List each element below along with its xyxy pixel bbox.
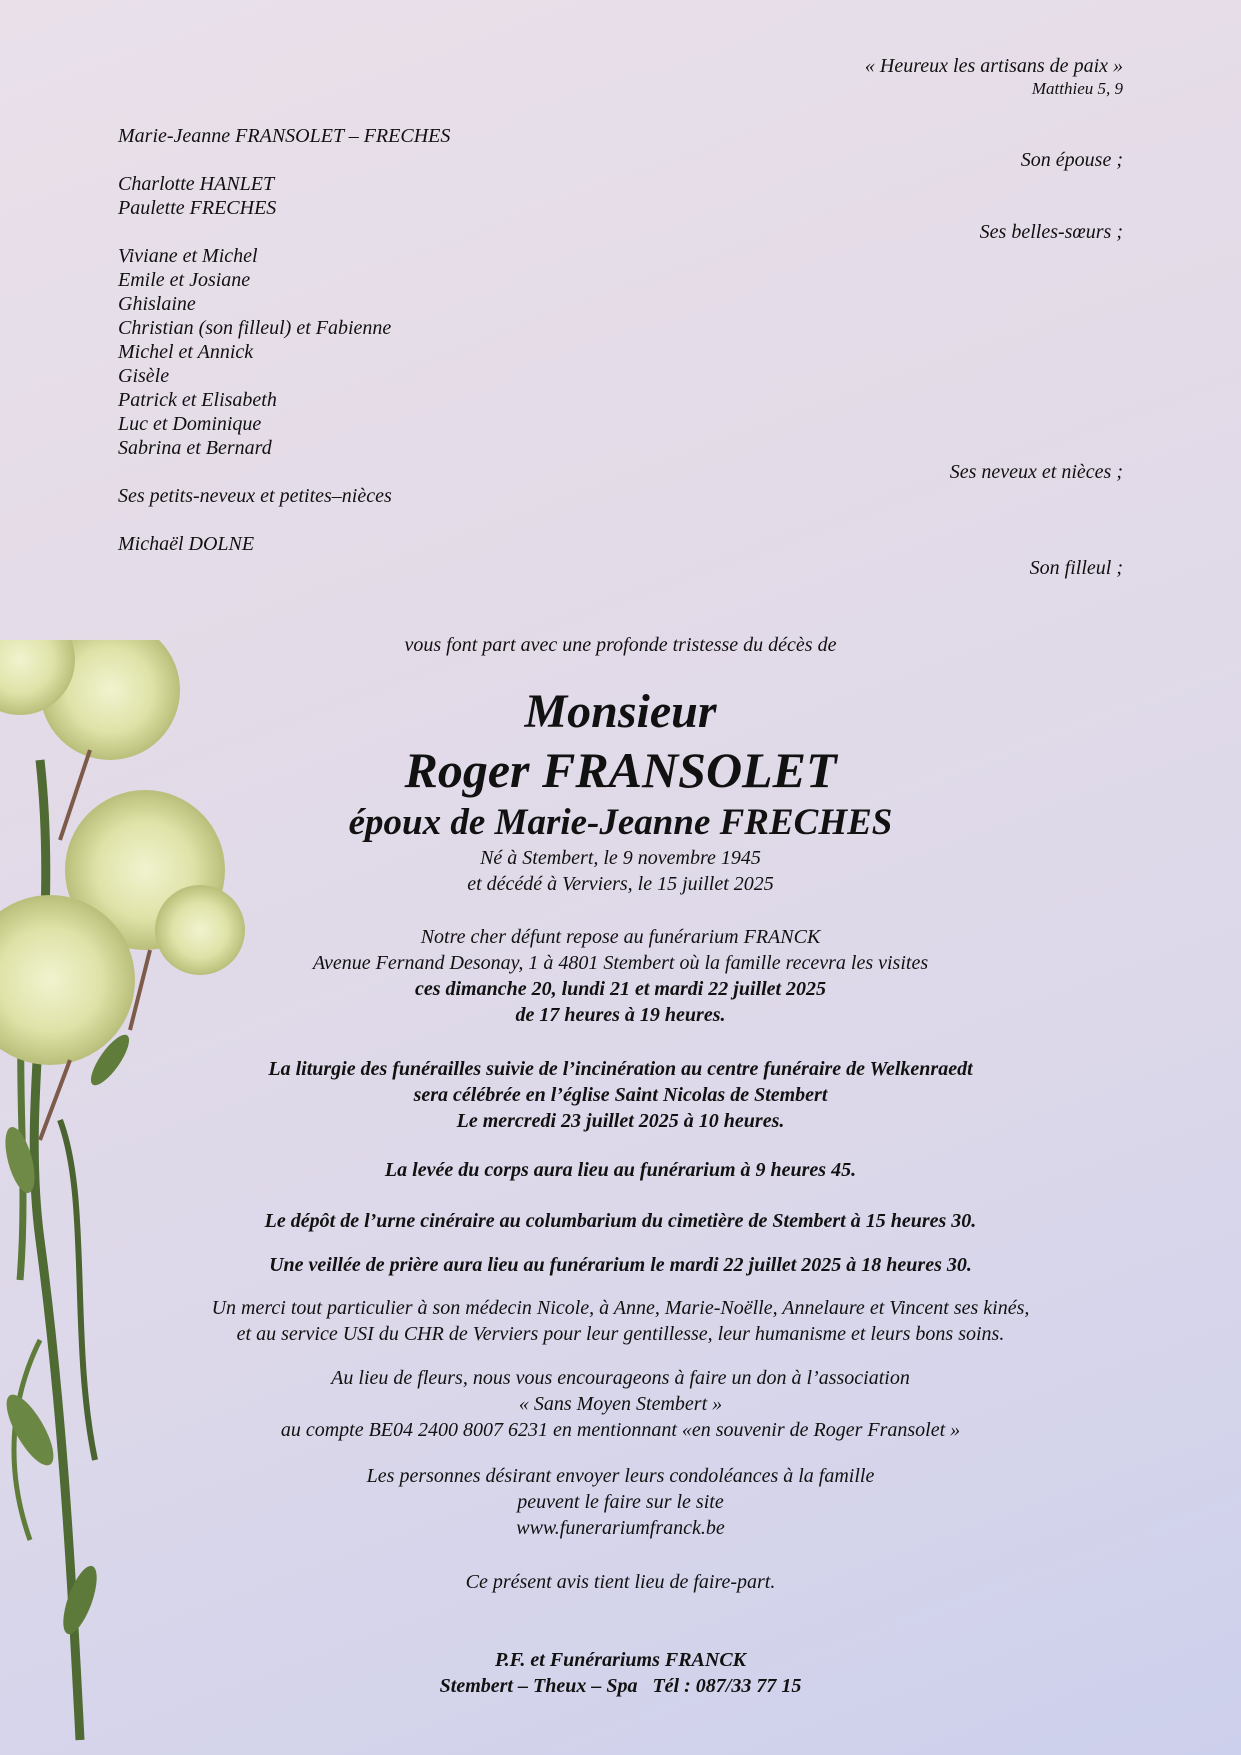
vigil-line: Une veillée de prière aura lieu au funérarium le mardi 22 juillet 2025 à 18 heures 30. [269,1254,972,1276]
epigraph-reference: Matthieu 5, 9 [1031,79,1123,98]
wife-role: Son épouse ; [1020,149,1123,171]
condolences-line: peuvent le faire sur le site [517,1491,724,1513]
donation-account: au compte BE04 2400 8007 6231 en mentionnant «en souvenir de Roger Fransolet » [280,1419,961,1441]
liturgy-line: sera célébrée en l’église Saint Nicolas de Stembert [413,1084,828,1106]
nephew-niece-name: Ghislaine [118,293,196,315]
thanks-line: et au service USI du CHR de Verviers pour leur gentillesse, leur humanisme et leurs bons soins. [236,1323,1005,1345]
nephew-niece-name: Christian (son filleul) et Fabienne [118,317,392,339]
visits-line: Notre cher défunt repose au funérarium FRANCK [420,926,821,948]
condolences-line: Les personnes désirant envoyer leurs condoléances à la famille [366,1465,875,1487]
liturgy-line: La liturgie des funérailles suivie de l’incinération au centre funéraire de Welkenraedt [268,1058,973,1080]
urn-line: Le dépôt de l’urne cinéraire au columbarium du cimetière de Stembert à 15 heures 30. [264,1210,977,1232]
footer-phone: Tél : 087/33 77 15 [652,1675,802,1697]
nephew-niece-name: Viviane et Michel [118,245,258,267]
announcement-line: vous font part avec une profonde tristesse du décès de [404,634,837,656]
nephew-niece-name: Luc et Dominique [118,413,262,435]
deceased-title: Monsieur [524,685,717,738]
spouse-line: époux de Marie-Jeanne FRECHES [348,802,893,843]
footer-company: P.F. et Funérariums FRANCK [494,1649,747,1671]
donation-line: Au lieu de fleurs, nous vous encourageons à faire un don à l’association [331,1367,910,1389]
visits-dates: ces dimanche 20, lundi 21 et mardi 22 juillet 2025 [414,978,827,1000]
notice-line: Ce présent avis tient lieu de faire-part. [465,1571,776,1593]
visits-line: Avenue Fernand Desonay, 1 à 4801 Stembert où la famille recevra les visites [312,952,929,974]
thanks-line: Un merci tout particulier à son médecin Nicole, à Anne, Marie-Noëlle, Annelaure et Vincent ses kinés, [211,1297,1030,1319]
nephews-nieces-role: Ses neveux et nièces ; [949,461,1123,483]
condolences-website: www.funerariumfranck.be [516,1517,725,1539]
nephew-niece-name: Michel et Annick [118,341,254,363]
sister-in-law-name: Charlotte HANLET [118,173,275,195]
liturgy-date: Le mercredi 23 juillet 2025 à 10 heures. [456,1110,785,1132]
nephew-niece-name: Patrick et Elisabeth [118,389,277,411]
godson-name: Michaël DOLNE [118,533,255,555]
sisters-in-law-role: Ses belles-sœurs ; [979,221,1123,243]
nephew-niece-name: Sabrina et Bernard [118,437,272,459]
epigraph-quote: « Heureux les artisans de paix » [864,55,1123,77]
donation-association: « Sans Moyen Stembert » [518,1393,723,1415]
sister-in-law-name: Paulette FRECHES [118,197,277,219]
wife-name: Marie-Jeanne FRANSOLET – FRECHES [118,125,451,147]
nephew-niece-name: Emile et Josiane [118,269,251,291]
nephew-niece-name: Gisèle [118,365,170,387]
godson-role: Son filleul ; [1029,557,1123,579]
footer-locations: Stembert – Theux – Spa [439,1675,638,1697]
levee-line: La levée du corps aura lieu au funérarium à 9 heures 45. [384,1159,857,1181]
death-line: et décédé à Verviers, le 15 juillet 2025 [467,873,774,895]
footer-contact [0,1674,1241,1698]
grand-nephews-line: Ses petits-neveux et petites–nièces [118,485,392,507]
visits-hours: de 17 heures à 19 heures. [515,1004,726,1026]
birth-line: Né à Stembert, le 9 novembre 1945 [480,847,761,869]
deceased-name: Roger FRANSOLET [404,742,837,798]
